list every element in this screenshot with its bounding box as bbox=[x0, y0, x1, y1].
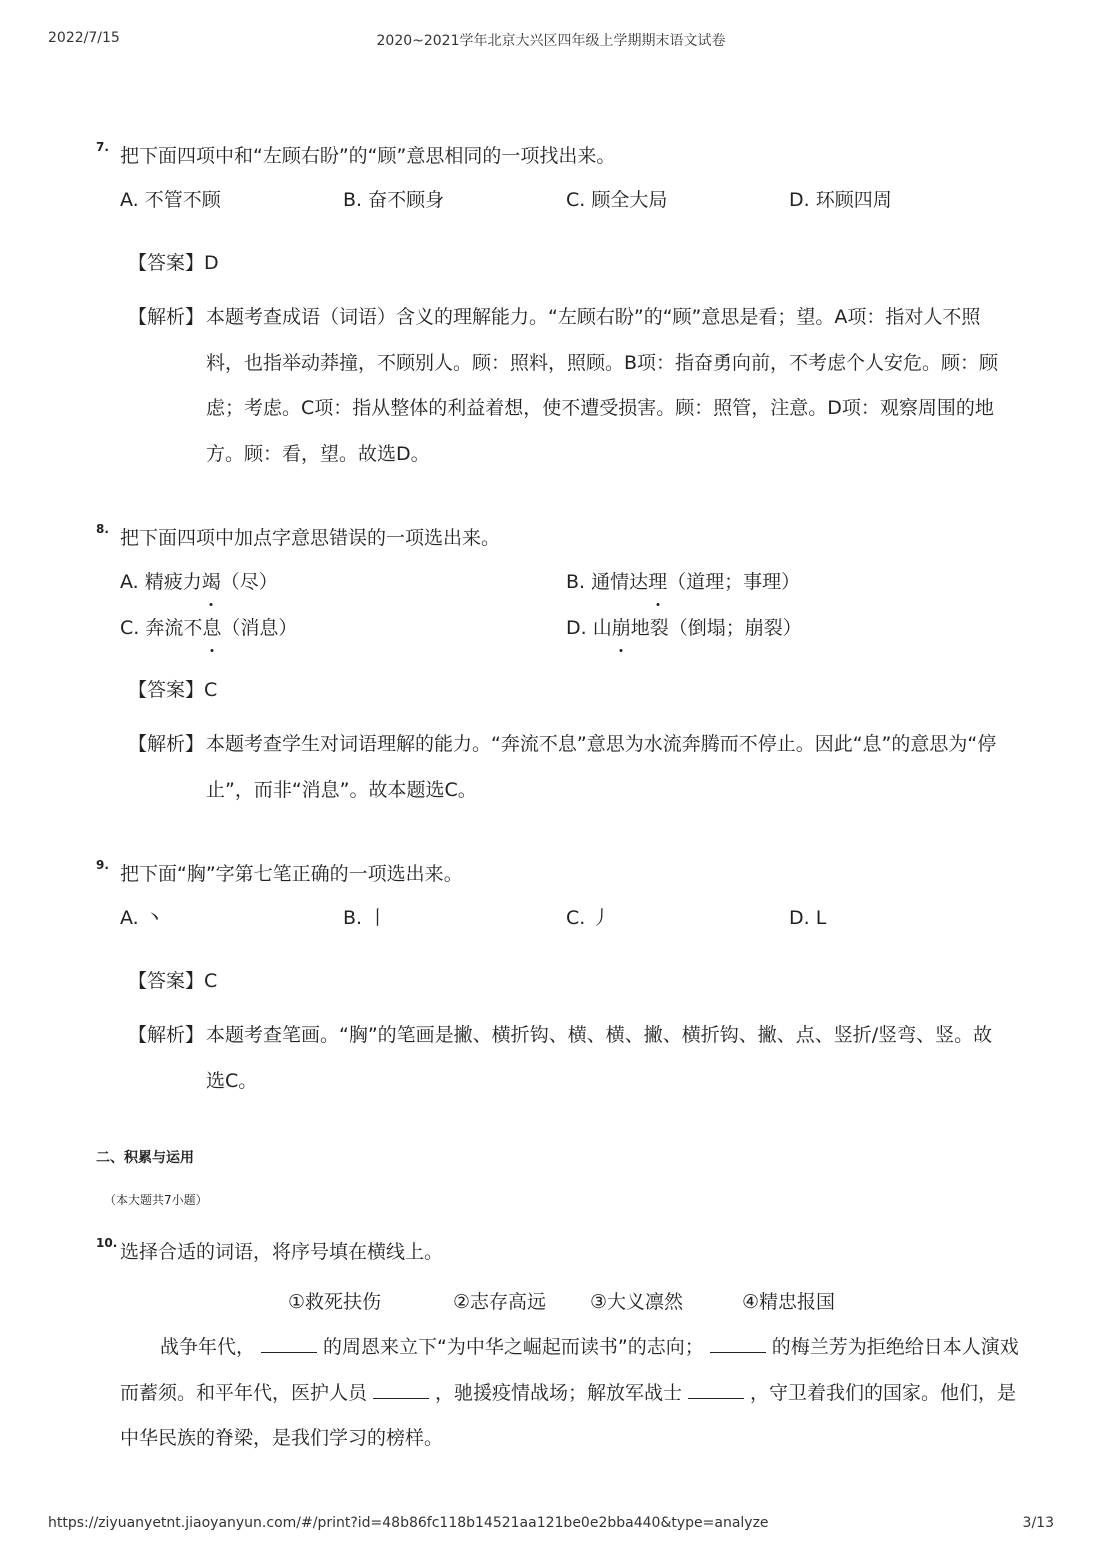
answer-tag: 【答案】 bbox=[128, 679, 205, 701]
option-a: A. 精疲力竭（尽） bbox=[120, 571, 278, 593]
emphasis-char: 息 bbox=[202, 617, 222, 639]
answer-value: C bbox=[204, 970, 218, 992]
analysis bbox=[128, 722, 1008, 813]
section-title: 二、积累与运用 bbox=[96, 1150, 194, 1166]
blank-2[interactable] bbox=[710, 1334, 766, 1353]
fill-in-passage bbox=[120, 1325, 1025, 1462]
question-number: 9. bbox=[96, 858, 109, 872]
passage-text: ，驰援疫情战场；解放军战士 bbox=[435, 1381, 683, 1404]
analysis-tag: 【解析】 bbox=[128, 306, 205, 328]
emphasis-char: 崩 bbox=[611, 617, 631, 639]
option-d: D. 环顾四周 bbox=[789, 189, 892, 211]
header-title: 2020~2021学年北京大兴区四年级上学期期末语文试卷 bbox=[376, 33, 726, 49]
analysis-tag: 【解析】 bbox=[128, 733, 205, 755]
analysis bbox=[128, 295, 1008, 477]
question-text: 选择合适的词语，将序号填在横线上。 bbox=[120, 1241, 444, 1263]
answer bbox=[128, 678, 217, 702]
answer-tag: 【答案】 bbox=[128, 252, 205, 274]
blank-4[interactable] bbox=[688, 1380, 744, 1399]
option-d: D. L bbox=[789, 907, 827, 929]
header-date: 2022/7/15 bbox=[48, 30, 120, 46]
analysis-tag: 【解析】 bbox=[128, 1024, 205, 1046]
footer-url: https://ziyuanyetnt.jiaoyanyun.com/#/print?id=48b86fc118b14521aa121be0e2bba440&type=analyze bbox=[48, 1515, 769, 1531]
option-d: D. 山崩地裂（倒塌；崩裂） bbox=[566, 617, 802, 639]
passage-text: 的周恩来立下“为中华之崛起而读书”的志向； bbox=[323, 1336, 704, 1358]
question-text: 把下面四项中加点字意思错误的一项选出来。 bbox=[120, 527, 501, 549]
passage-text: 的梅兰芳为拒绝给日本人演戏而蓄须。和平年代，医护人员 bbox=[120, 1336, 1019, 1404]
emphasis-char: 理 bbox=[648, 571, 668, 593]
question-number: 8. bbox=[96, 522, 109, 536]
word-choice-2: ②志存高远 bbox=[453, 1291, 547, 1313]
analysis-text: 本题考查笔画。“胸”的笔画是撇、横折钩、横、横、撇、横折钩、撇、点、竖折/竖弯、竖。故选C。 bbox=[206, 1024, 993, 1092]
answer bbox=[128, 251, 219, 275]
analysis bbox=[128, 1013, 1008, 1104]
word-choice-3: ③大义凛然 bbox=[590, 1291, 684, 1313]
answer-value: D bbox=[204, 252, 219, 274]
section-subtitle: （本大题共7小题） bbox=[104, 1193, 208, 1207]
analysis-text: 本题考查学生对词语理解的能力。“奔流不息”意思为水流奔腾而不停止。因此“息”的意思为“停止”，而非“消息”。故本题选C。 bbox=[206, 733, 997, 801]
question-text: 把下面“胸”字第七笔正确的一项选出来。 bbox=[120, 863, 463, 885]
answer-value: C bbox=[204, 679, 218, 701]
question-text: 把下面四项中和“左顾右盼”的“顾”意思相同的一项找出来。 bbox=[120, 145, 616, 167]
option-c: C. 奔流不息（消息） bbox=[120, 617, 298, 639]
passage-text: 战争年代， bbox=[160, 1336, 256, 1358]
option-b: B. 奋不顾身 bbox=[343, 189, 445, 211]
question-number: 10. bbox=[96, 1236, 118, 1250]
analysis-text: 本题考查成语（词语）含义的理解能力。“左顾右盼”的“顾”意思是看；望。A项：指对人不照料，也指举动莽撞，不顾别人。顾：照料，照顾。B项：指奋勇向前，不考虑个人安危。顾：顾虑；考虑。C项：指从整体的利益着想，使不遭受损害。顾：照管，注意。D项：观察周围的地方。顾：看，望。故选D。 bbox=[206, 306, 999, 465]
footer-page-number: 3/13 bbox=[1022, 1515, 1054, 1531]
option-a: A. 不管不顾 bbox=[120, 189, 221, 211]
option-a: A. 丶 bbox=[120, 907, 164, 929]
blank-1[interactable] bbox=[261, 1334, 317, 1353]
passage-text: ，守卫着我们的国家。他们，是中华民族的脊梁，是我们学习的榜样。 bbox=[120, 1381, 1017, 1449]
word-choice-1: ①救死扶伤 bbox=[288, 1291, 382, 1313]
blank-3[interactable] bbox=[373, 1380, 429, 1399]
question-number: 7. bbox=[96, 140, 109, 154]
option-b: B. 丨 bbox=[343, 907, 388, 929]
option-c: C. 顾全大局 bbox=[566, 189, 668, 211]
emphasis-char: 竭 bbox=[201, 571, 221, 593]
word-choice-4: ④精忠报国 bbox=[742, 1291, 836, 1313]
answer-tag: 【答案】 bbox=[128, 970, 205, 992]
answer bbox=[128, 969, 217, 993]
option-c: C. 丿 bbox=[566, 907, 611, 929]
option-b: B. 通情达理（道理；事理） bbox=[566, 571, 801, 593]
